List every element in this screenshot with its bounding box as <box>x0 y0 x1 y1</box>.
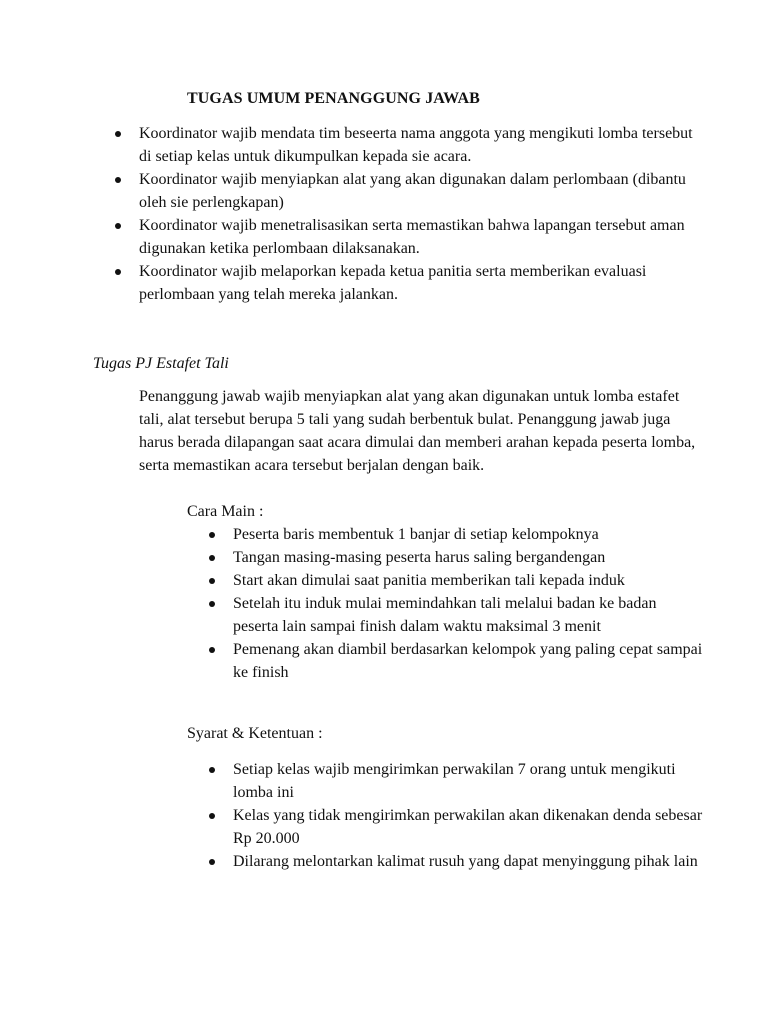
list-item-text: Start akan dimulai saat panitia memberikan tali kepada induk <box>233 572 625 589</box>
syarat-ketentuan-list <box>233 758 703 873</box>
list-item-text: Dilarang melontarkan kalimat rusuh yang dapat menyinggung pihak lain <box>233 853 698 870</box>
cara-main-list <box>233 523 703 684</box>
bullet-icon <box>209 813 215 819</box>
page-title: TUGAS UMUM PENANGGUNG JAWAB <box>187 90 480 107</box>
bullet-icon <box>209 647 215 653</box>
bullet-icon <box>209 601 215 607</box>
list-item <box>233 546 703 569</box>
list-item <box>233 850 703 873</box>
bullet-icon <box>209 859 215 865</box>
list-item <box>233 569 703 592</box>
bullet-icon <box>115 269 121 275</box>
list-item <box>233 592 703 638</box>
list-item-text: Koordinator wajib menetralisasikan serta memastikan bahwa lapangan tersebut aman digunakan ketika perlombaan dilaksanakan. <box>139 217 685 257</box>
general-duties-list <box>139 122 699 306</box>
bullet-icon <box>209 555 215 561</box>
bullet-icon <box>209 767 215 773</box>
list-item-text: Koordinator wajib melaporkan kepada ketua panitia serta memberikan evaluasi perlombaan yang telah mereka jalankan. <box>139 263 647 303</box>
list-item <box>139 122 699 168</box>
list-item <box>139 168 699 214</box>
list-item <box>233 523 703 546</box>
list-item <box>139 214 699 260</box>
section-paragraph <box>139 385 699 477</box>
list-item-text: Peserta baris membentuk 1 banjar di setiap kelompoknya <box>233 526 599 543</box>
list-item-text: Setelah itu induk mulai memindahkan tali melalui badan ke badan peserta lain sampai finish dalam waktu maksimal 3 menit <box>233 595 657 635</box>
list-item-text: Koordinator wajib mendata tim beseerta nama anggota yang mengikuti lomba tersebut di setiap kelas untuk dikumpulkan kepada sie acara. <box>139 125 693 165</box>
list-item-text: Setiap kelas wajib mengirimkan perwakilan 7 orang untuk mengikuti lomba ini <box>233 761 676 801</box>
bullet-icon <box>209 532 215 538</box>
list-item <box>233 804 703 850</box>
list-item-text: Kelas yang tidak mengirimkan perwakilan akan dikenakan denda sebesar Rp 20.000 <box>233 807 703 847</box>
list-item <box>233 758 703 804</box>
list-item <box>233 638 703 684</box>
bullet-icon <box>115 131 121 137</box>
list-item-text: Koordinator wajib menyiapkan alat yang akan digunakan dalam perlombaan (dibantu oleh sie perlengkapan) <box>139 171 686 211</box>
list-item-text: Pemenang akan diambil berdasarkan kelompok yang paling cepat sampai ke finish <box>233 641 703 681</box>
section-heading: Tugas PJ Estafet Tali <box>93 355 229 372</box>
list-item <box>139 260 699 306</box>
bullet-icon <box>115 223 121 229</box>
bullet-icon <box>209 578 215 584</box>
bullet-icon <box>115 177 121 183</box>
paragraph-text: Penanggung jawab wajib menyiapkan alat yang akan digunakan untuk lomba estafet tali, alat tersebut berupa 5 tali yang sudah berbentuk bulat. Penanggung jawab juga harus berada dilapangan saat acara dimulai dan memberi arahan kepada peserta lomba, serta memastikan acara tersebut berjalan dengan baik. <box>139 388 696 474</box>
list-item-text: Tangan masing-masing peserta harus saling bergandengan <box>233 549 606 566</box>
cara-main-label: Cara Main : <box>187 503 264 520</box>
syarat-ketentuan-label: Syarat & Ketentuan : <box>187 725 323 742</box>
